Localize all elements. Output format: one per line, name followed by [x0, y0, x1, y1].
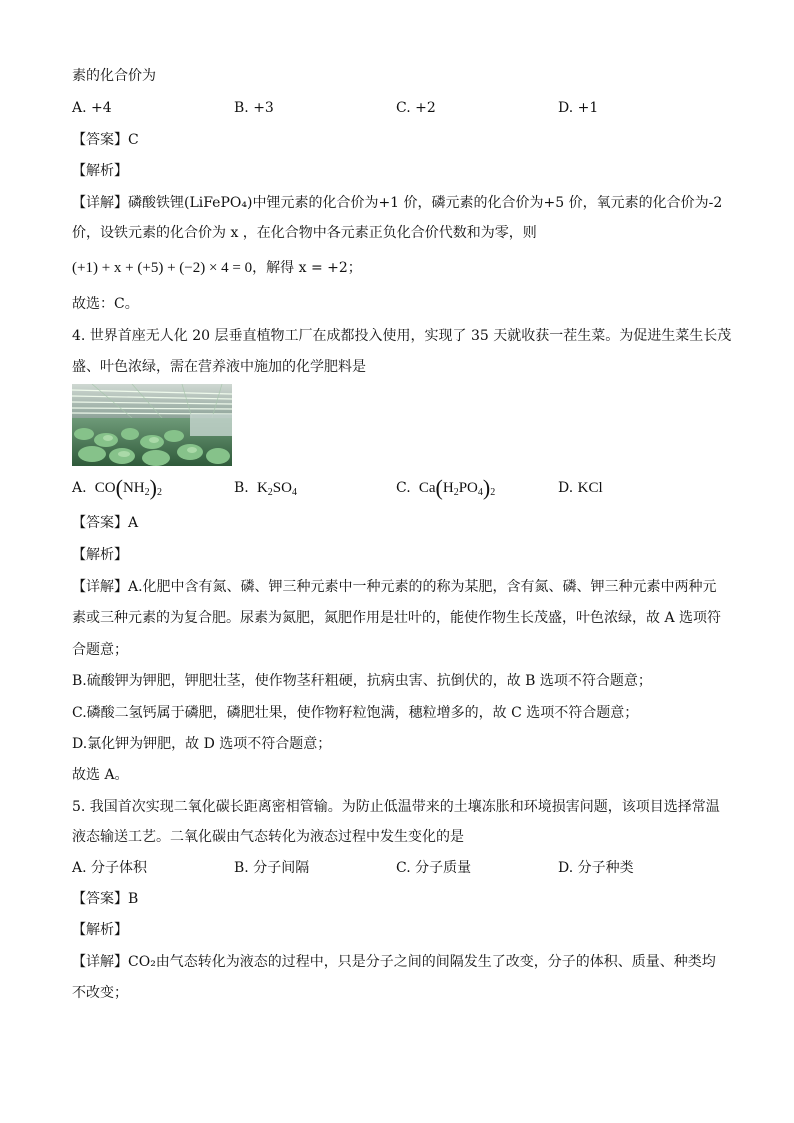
q3-option-b: B. +3 [234, 100, 274, 116]
q4-option-d-formula: KCl [577, 480, 603, 496]
q4-detail-line-3: 合题意； [72, 642, 128, 658]
q5-detail-line-2: 不改变； [72, 985, 128, 1001]
q3-answer: 【答案】C [72, 132, 139, 148]
q3-option-a: A. +4 [72, 100, 112, 116]
q3-detail-line-2: 价，设铁元素的化合价为 x ，在化合物中各元素正负化合价代数和为零，则 [72, 225, 537, 241]
q4-answer: 【答案】A [72, 515, 139, 531]
q3-equation-line [72, 258, 728, 278]
q3-analysis-heading: 【解析】 [72, 163, 128, 179]
q4-option-b: B. $K_2SO_4$ [234, 480, 297, 498]
q3-conclusion: 故选：C。 [72, 296, 139, 312]
q5-option-c: C. 分子质量 [396, 860, 472, 876]
q3-option-c: C. +2 [396, 100, 436, 116]
q3-equation: (+1) + x + (+5) + (−2) × 4 = 0 [72, 260, 253, 276]
q4-option-d: D. KCl [558, 480, 603, 496]
q5-answer: 【答案】B [72, 891, 139, 907]
q4-option-a: A. $CO(NH_2)_2$ [72, 475, 162, 500]
q4-analysis-heading: 【解析】 [72, 547, 128, 563]
q4-detail-d: D.氯化钾为钾肥，故 D 选项不符合题意； [72, 736, 332, 752]
q5-stem-line-2: 液态输送工艺。二氧化碳由气态转化为液态过程中发生变化的是 [72, 829, 464, 845]
q3-solve: ，解得 x = +2； [252, 260, 362, 276]
q4-option-a-formula: $CO(NH_2)_2$ [91, 475, 162, 500]
q3-option-d: D. +1 [558, 100, 599, 116]
vertical-farm-photo [72, 384, 232, 466]
q4-stem-line-1: 4. 世界首座无人化 20 层垂直植物工厂在成都投入使用，实现了 35 天就收获一茬生菜。为促进生菜生长茂 [72, 328, 732, 344]
q3-detail-line-1: 【详解】磷酸铁锂(LiFePO₄)中锂元素的化合价为+1 价，磷元素的化合价为+5 价，氧元素的化合价为-2 [72, 195, 723, 211]
q5-option-b: B. 分子间隔 [234, 860, 310, 876]
q4-detail-b: B.硫酸钾为钾肥，钾肥壮茎，使作物茎秆粗硬，抗病虫害、抗倒伏的，故 B 选项不符合题意； [72, 673, 652, 689]
q4-stem-line-2: 盛、叶色浓绿，需在营养液中施加的化学肥料是 [72, 359, 366, 375]
q4-option-c-formula: $Ca(H_2PO_4)_2$ [415, 475, 496, 500]
q5-detail-line-1: 【详解】CO₂由气态转化为液态的过程中，只是分子之间的间隔发生了改变，分子的体积、质量、种类均 [72, 954, 716, 970]
q5-option-a: A. 分子体积 [72, 860, 148, 876]
q4-detail-line-2: 素或三种元素的为复合肥。尿素为氮肥，氮肥作用是壮叶的，能使作物生长茂盛，叶色浓绿，故 A 选项符 [72, 610, 722, 626]
q5-stem-line-1: 5. 我国首次实现二氧化碳长距离密相管输。为防止低温带来的土壤冻胀和环境损害问题，该项目选择常温 [72, 799, 720, 815]
q4-detail-c: C.磷酸二氢钙属于磷肥，磷肥壮果，使作物籽粒饱满，穗粒增多的，故 C 选项不符合题意； [72, 705, 639, 721]
q4-option-c: C. $Ca(H_2PO_4)_2$ [396, 475, 496, 500]
q3-stem-tail: 素的化合价为 [72, 68, 156, 84]
q5-analysis-heading: 【解析】 [72, 922, 128, 938]
q4-detail-line-1: 【详解】A.化肥中含有氮、磷、钾三种元素中一种元素的的称为某肥，含有氮、磷、钾三种元素中两种元 [72, 579, 717, 595]
q4-option-b-formula: $K_2SO_4$ [253, 480, 297, 498]
q5-option-d: D. 分子种类 [558, 860, 634, 876]
q4-conclusion: 故选 A。 [72, 767, 129, 783]
vertical-farm-illustration [72, 384, 232, 466]
